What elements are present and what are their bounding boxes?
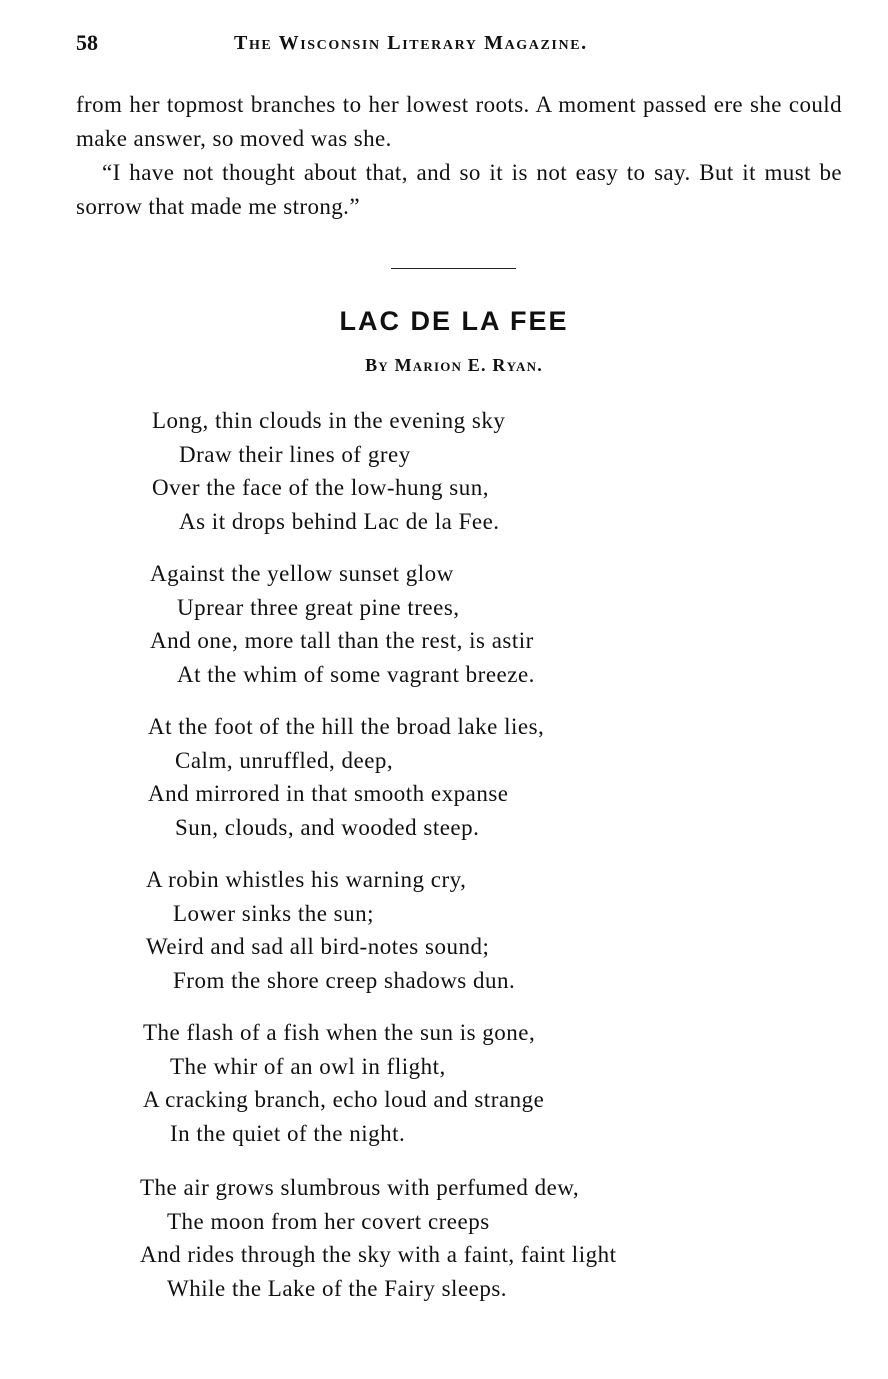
- poem-stanza: [152, 404, 505, 538]
- poem-line: The moon from her covert creeps: [167, 1208, 490, 1234]
- poem-line: Over the face of the low-hung sun,: [152, 475, 489, 500]
- poem-line: In the quiet of the night.: [170, 1120, 406, 1146]
- poem-stanza: [148, 710, 544, 844]
- poem-line: And rides through the sky with a faint, faint light: [140, 1242, 617, 1267]
- poem-line: At the foot of the hill the broad lake lies,: [148, 714, 545, 739]
- poem-line: While the Lake of the Fairy sleeps.: [167, 1275, 508, 1301]
- poem-line: Weird and sad all bird-notes sound;: [146, 934, 490, 959]
- poem-line: Against the yellow sunset glow: [150, 561, 454, 586]
- poem-line: The flash of a fish when the sun is gone,: [143, 1020, 536, 1045]
- poem-line: A robin whistles his warning cry,: [146, 867, 467, 892]
- poem-line: Draw their lines of grey: [179, 441, 411, 467]
- page-number: 58: [76, 30, 98, 55]
- poem-line: Uprear three great pine trees,: [177, 594, 460, 620]
- poem-line: Sun, clouds, and wooded steep.: [175, 814, 480, 840]
- poem-stanza: [143, 1016, 544, 1150]
- poem-line: Calm, unruffled, deep,: [175, 747, 394, 773]
- prose-continuation: [76, 88, 842, 224]
- poem-line: From the shore creep shadows dun.: [173, 967, 516, 993]
- prose-paragraph: from her topmost branches to her lowest roots. A moment passed ere she could make answer, so moved was she.: [76, 92, 842, 151]
- poem-stanza: [150, 557, 535, 691]
- poem-stanza: [140, 1171, 616, 1305]
- poem-line: Long, thin clouds in the evening sky: [152, 408, 506, 433]
- poem-line: And mirrored in that smooth expanse: [148, 781, 509, 806]
- poem-line: At the whim of some vagrant breeze.: [177, 661, 535, 687]
- poem-stanza: [146, 863, 515, 997]
- poem-byline: By Marion E. Ryan.: [365, 355, 543, 375]
- section-divider: [391, 268, 516, 269]
- poem-line: As it drops behind Lac de la Fee.: [179, 508, 500, 534]
- prose-paragraph: “I have not thought about that, and so it is not easy to say. But it must be sorrow that made me strong.”: [76, 160, 842, 219]
- poem-line: And one, more tall than the rest, is astir: [150, 628, 534, 653]
- running-head: [76, 30, 841, 64]
- poem-line: The air grows slumbrous with perfumed dew,: [140, 1175, 580, 1200]
- poem-line: Lower sinks the sun;: [173, 900, 375, 926]
- poem-title: LAC DE LA FEE: [339, 306, 569, 336]
- poem-line: A cracking branch, echo loud and strange: [143, 1087, 545, 1112]
- magazine-title: The Wisconsin Literary Magazine.: [234, 32, 588, 54]
- poem-line: The whir of an owl in flight,: [170, 1053, 446, 1079]
